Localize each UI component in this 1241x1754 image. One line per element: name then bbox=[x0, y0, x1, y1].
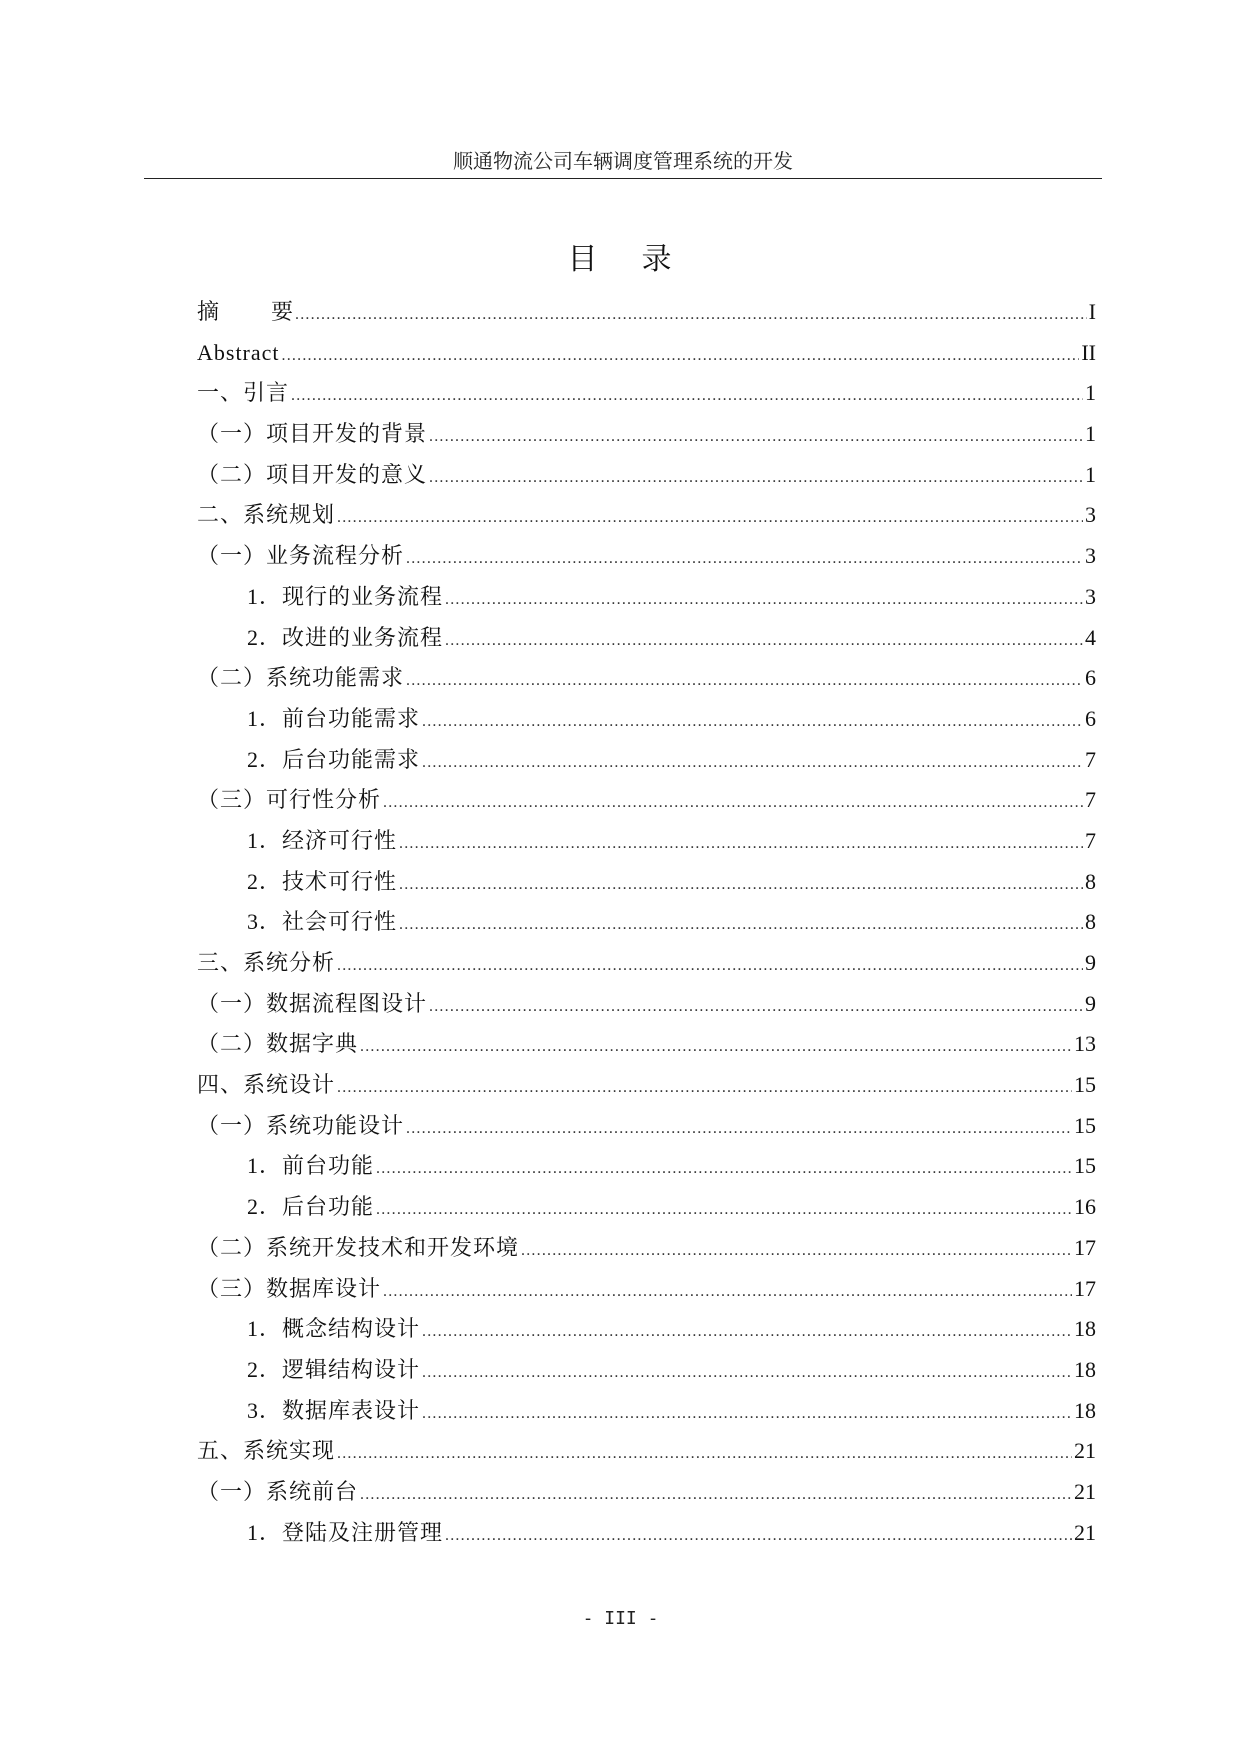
toc-entry-label: （二）系统开发技术和开发环境 bbox=[197, 1234, 520, 1260]
toc-entry-page: 6 bbox=[1085, 705, 1096, 731]
toc-entry[interactable] bbox=[197, 577, 1096, 618]
toc-entry-label: （二）项目开发的意义 bbox=[197, 461, 428, 487]
toc-leader-dots bbox=[445, 580, 1083, 621]
toc-entry[interactable] bbox=[197, 292, 1096, 333]
toc-leader-dots bbox=[360, 1475, 1072, 1516]
toc-leader-dots bbox=[360, 1027, 1072, 1068]
toc-entry-label: （二）系统功能需求 bbox=[197, 665, 405, 691]
toc-entry[interactable] bbox=[197, 1391, 1096, 1432]
toc-leader-dots bbox=[399, 865, 1083, 906]
toc-leader-dots bbox=[406, 661, 1083, 702]
toc-entry[interactable] bbox=[197, 780, 1096, 821]
toc-title bbox=[0, 240, 1241, 280]
toc-leader-dots bbox=[429, 987, 1083, 1028]
toc-entry-page: 3 bbox=[1085, 583, 1096, 609]
toc-entry-page: 15 bbox=[1074, 1112, 1096, 1138]
toc-entry[interactable] bbox=[197, 1309, 1096, 1350]
toc-entry-label: 3．社会可行性 bbox=[247, 909, 398, 935]
toc-leader-dots bbox=[291, 376, 1083, 417]
toc-entry-label: Abstract bbox=[197, 339, 280, 365]
toc-list bbox=[197, 292, 1096, 1553]
toc-entry-label: （三）可行性分析 bbox=[197, 787, 382, 813]
toc-entry[interactable] bbox=[197, 495, 1096, 536]
toc-entry[interactable] bbox=[197, 536, 1096, 577]
toc-entry-label: （一）业务流程分析 bbox=[197, 543, 405, 569]
page-number: - III - bbox=[582, 1608, 659, 1629]
toc-leader-dots bbox=[399, 824, 1083, 865]
toc-entry-label: 2．改进的业务流程 bbox=[247, 624, 444, 650]
toc-leader-dots bbox=[383, 1272, 1072, 1313]
toc-entry-page: 18 bbox=[1074, 1316, 1096, 1342]
toc-leader-dots bbox=[337, 498, 1083, 539]
toc-entry-label: 摘 要 bbox=[197, 299, 294, 324]
toc-entry-page: 21 bbox=[1074, 1438, 1096, 1464]
toc-entry[interactable] bbox=[197, 699, 1096, 740]
toc-entry-label: 四、系统设计 bbox=[197, 1072, 336, 1098]
toc-entry-label: 1．现行的业务流程 bbox=[247, 583, 444, 609]
toc-entry-label: 1．概念结构设计 bbox=[247, 1316, 421, 1342]
toc-entry[interactable] bbox=[197, 333, 1096, 374]
toc-entry[interactable] bbox=[197, 1431, 1096, 1472]
toc-entry[interactable] bbox=[197, 862, 1096, 903]
toc-entry-label: 五、系统实现 bbox=[197, 1438, 336, 1464]
toc-entry-page: 7 bbox=[1085, 787, 1096, 813]
toc-entry[interactable] bbox=[197, 1106, 1096, 1147]
toc-leader-dots bbox=[295, 295, 1087, 336]
toc-entry-label: 二、系统规划 bbox=[197, 502, 336, 528]
toc-entry-label: 1．经济可行性 bbox=[247, 827, 398, 853]
toc-leader-dots bbox=[406, 539, 1083, 580]
toc-entry-label: 2．后台功能需求 bbox=[247, 746, 421, 772]
toc-entry-page: II bbox=[1081, 339, 1096, 365]
toc-entry-page: 17 bbox=[1074, 1275, 1096, 1301]
toc-entry-page: 3 bbox=[1085, 543, 1096, 569]
toc-entry-label: （三）数据库设计 bbox=[197, 1275, 382, 1301]
toc-entry-page: 1 bbox=[1085, 421, 1096, 447]
toc-entry-label: 2．技术可行性 bbox=[247, 868, 398, 894]
toc-entry[interactable] bbox=[197, 1269, 1096, 1310]
toc-leader-dots bbox=[521, 1231, 1072, 1272]
toc-entry-page: 9 bbox=[1085, 990, 1096, 1016]
toc-leader-dots bbox=[337, 1434, 1072, 1475]
toc-entry[interactable] bbox=[197, 1228, 1096, 1269]
header-divider bbox=[144, 178, 1102, 179]
toc-leader-dots bbox=[422, 1312, 1072, 1353]
toc-entry[interactable] bbox=[197, 1350, 1096, 1391]
toc-entry-page: 15 bbox=[1074, 1072, 1096, 1098]
toc-entry-page: 1 bbox=[1085, 461, 1096, 487]
toc-entry-page: 6 bbox=[1085, 665, 1096, 691]
toc-entry-page: 4 bbox=[1085, 624, 1096, 650]
toc-leader-dots bbox=[282, 336, 1080, 377]
toc-entry-label: 一、引言 bbox=[197, 380, 290, 406]
toc-entry-label: 三、系统分析 bbox=[197, 950, 336, 975]
toc-entry-page: 3 bbox=[1085, 502, 1096, 528]
toc-entry-label: 3．数据库表设计 bbox=[247, 1397, 421, 1423]
toc-entry-page: 17 bbox=[1074, 1234, 1096, 1260]
toc-entry-page: 1 bbox=[1085, 380, 1096, 406]
toc-entry[interactable] bbox=[197, 740, 1096, 781]
running-header: 顺通物流公司车辆调度管理系统的开发 bbox=[453, 151, 793, 173]
toc-leader-dots bbox=[445, 1516, 1072, 1557]
toc-entry-page: 21 bbox=[1074, 1519, 1096, 1545]
toc-leader-dots bbox=[376, 1149, 1072, 1190]
toc-entry-label: 1．前台功能需求 bbox=[247, 705, 421, 731]
toc-entry-page: 16 bbox=[1074, 1194, 1096, 1220]
toc-leader-dots bbox=[429, 458, 1083, 499]
toc-entry[interactable] bbox=[197, 373, 1096, 414]
toc-entry[interactable] bbox=[197, 902, 1096, 943]
toc-leader-dots bbox=[383, 783, 1083, 824]
toc-entry[interactable] bbox=[197, 618, 1096, 659]
toc-entry[interactable] bbox=[197, 1065, 1096, 1106]
toc-leader-dots bbox=[422, 1394, 1072, 1435]
toc-title-char-1: 目 bbox=[567, 242, 600, 277]
toc-entry-page: 8 bbox=[1085, 868, 1096, 894]
toc-leader-dots bbox=[422, 743, 1083, 784]
toc-entry[interactable] bbox=[197, 1513, 1096, 1554]
toc-entry-page: 18 bbox=[1074, 1397, 1096, 1423]
toc-entry[interactable] bbox=[197, 414, 1096, 455]
toc-leader-dots bbox=[429, 417, 1083, 458]
toc-entry-label: （一）项目开发的背景 bbox=[197, 421, 428, 447]
toc-entry-label: 2．后台功能 bbox=[247, 1194, 375, 1220]
toc-entry-page: I bbox=[1088, 299, 1096, 324]
toc-entry-label: 1．前台功能 bbox=[247, 1153, 375, 1179]
toc-entry-label: 1．登陆及注册管理 bbox=[247, 1519, 444, 1545]
toc-leader-dots bbox=[337, 946, 1083, 987]
toc-entry-page: 18 bbox=[1074, 1356, 1096, 1382]
toc-entry-page: 9 bbox=[1085, 950, 1096, 975]
toc-entry[interactable] bbox=[197, 943, 1096, 984]
toc-entry[interactable] bbox=[197, 658, 1096, 699]
toc-entry-label: 2．逻辑结构设计 bbox=[247, 1356, 421, 1382]
toc-leader-dots bbox=[422, 1353, 1072, 1394]
toc-entry-label: （一）数据流程图设计 bbox=[197, 990, 428, 1016]
toc-entry[interactable] bbox=[197, 1472, 1096, 1513]
toc-entry[interactable] bbox=[197, 821, 1096, 862]
toc-title-char-2: 录 bbox=[641, 242, 674, 277]
toc-leader-dots bbox=[376, 1190, 1072, 1231]
toc-entry-page: 7 bbox=[1085, 827, 1096, 853]
toc-entry-page: 8 bbox=[1085, 909, 1096, 935]
toc-entry-page: 13 bbox=[1074, 1031, 1096, 1057]
toc-entry-page: 7 bbox=[1085, 746, 1096, 772]
toc-entry-page: 15 bbox=[1074, 1153, 1096, 1179]
toc-leader-dots bbox=[406, 1109, 1072, 1150]
toc-leader-dots bbox=[399, 905, 1083, 946]
toc-entry[interactable] bbox=[197, 1146, 1096, 1187]
toc-entry[interactable] bbox=[197, 984, 1096, 1025]
toc-leader-dots bbox=[445, 621, 1083, 662]
toc-entry-page: 21 bbox=[1074, 1478, 1096, 1504]
toc-entry-label: （二）数据字典 bbox=[197, 1031, 359, 1057]
toc-leader-dots bbox=[422, 702, 1083, 743]
toc-entry-label: （一）系统功能设计 bbox=[197, 1112, 405, 1138]
toc-leader-dots bbox=[337, 1068, 1072, 1109]
toc-entry-label: （一）系统前台 bbox=[197, 1478, 359, 1504]
toc-entry[interactable] bbox=[197, 1024, 1096, 1065]
toc-entry[interactable] bbox=[197, 455, 1096, 496]
toc-entry[interactable] bbox=[197, 1187, 1096, 1228]
